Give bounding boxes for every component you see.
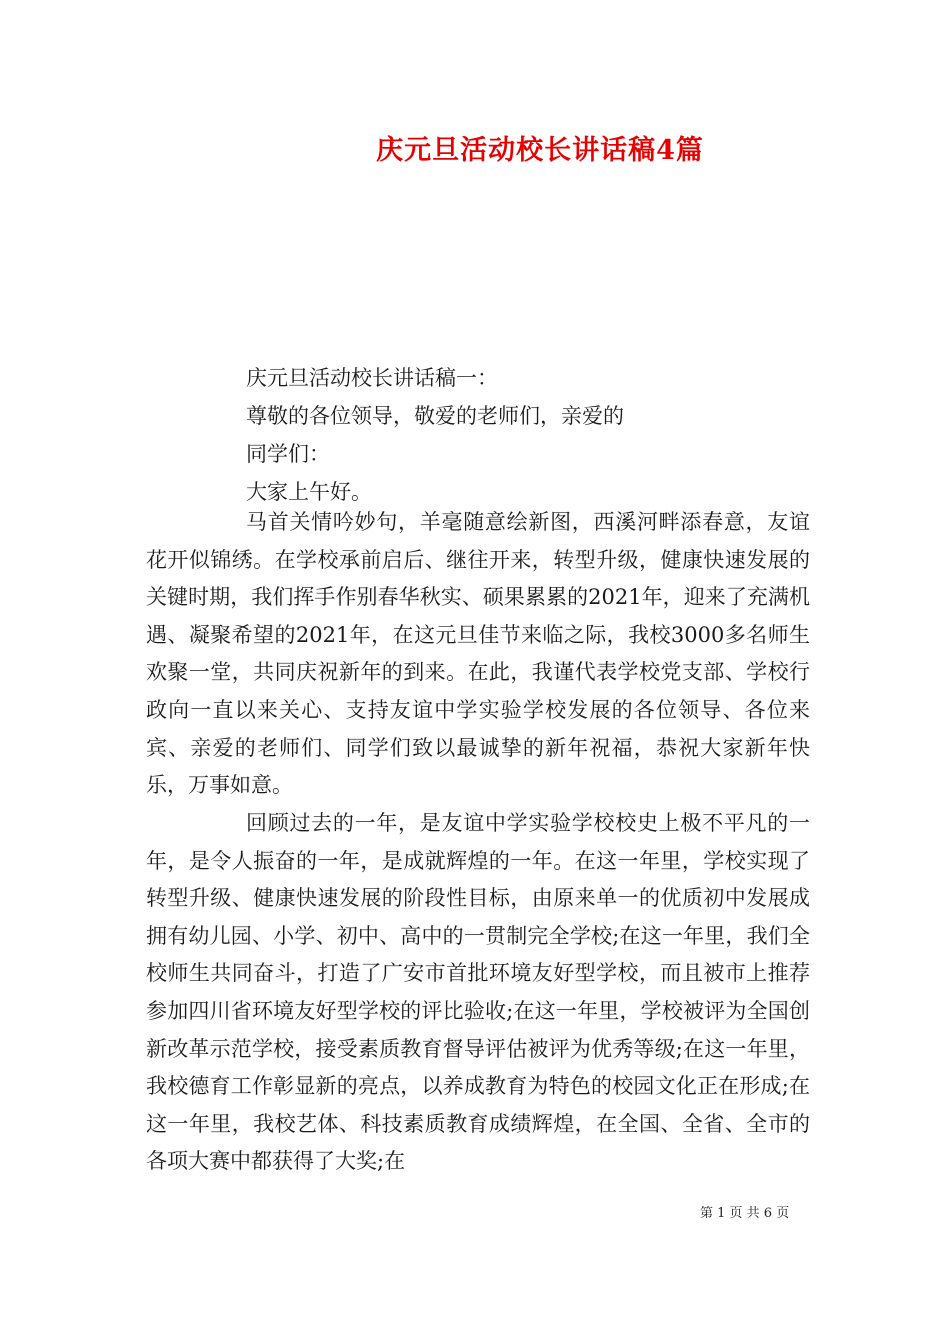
document-title: 庆元旦活动校长讲话稿4篇 (376, 135, 704, 166)
salutation-line-2: 同学们： (246, 442, 330, 466)
greeting-line: 大家上午好。 (246, 480, 372, 504)
salutation-line-1: 尊敬的各位领导，敬爱的老师们，亲爱的 (246, 404, 624, 428)
page-number-footer: 第 1 页 共 6 页 (700, 1206, 790, 1221)
body-paragraph-1: 马首关情吟妙句，羊毫随意绘新图，西溪河畔添春意，友谊花开似锦绣。在学校承前启后、继往开来，转型升级，健康快速发展的关键时期，我们挥手作别春华秋实、硕果累累的2021年，迎来了充满机遇、凝聚希望的2021年，在这元旦佳节来临之际，我校3000多名师生欢聚一堂，共同庆祝新年的到来。在此，我谨代表学校党支部、学校行政向一直以来关心、支持友谊中学实验学校发展的各位领导、各位来宾、亲爱的老师们、同学们致以最诚挚的新年祝福，恭祝大家新年快乐，万事如意。 (146, 510, 810, 798)
body-paragraph-2: 回顾过去的一年，是友谊中学实验学校校史上极不平凡的一年，是令人振奋的一年，是成就辉煌的一年。在这一年里，学校实现了转型升级、健康快速发展的阶段性目标，由原来单一的优质初中发展成拥有幼儿园、小学、初中、高中的一贯制完全学校;在这一年里，我们全校师生共同奋斗，打造了广安市首批环境友好型学校，而且被市上推荐参加四川省环境友好型学校的评比验收;在这一年里，学校被评为全国创新改革示范学校，接受素质教育督导评估被评为优秀等级;在这一年里，我校德育工作彰显新的亮点，以养成教育为特色的校园文化正在形成;在这一年里，我校艺体、科技素质教育成绩辉煌，在全国、全省、全市的各项大赛中都获得了大奖;在 (146, 811, 810, 1174)
section-heading: 庆元旦活动校长讲话稿一： (246, 366, 498, 390)
